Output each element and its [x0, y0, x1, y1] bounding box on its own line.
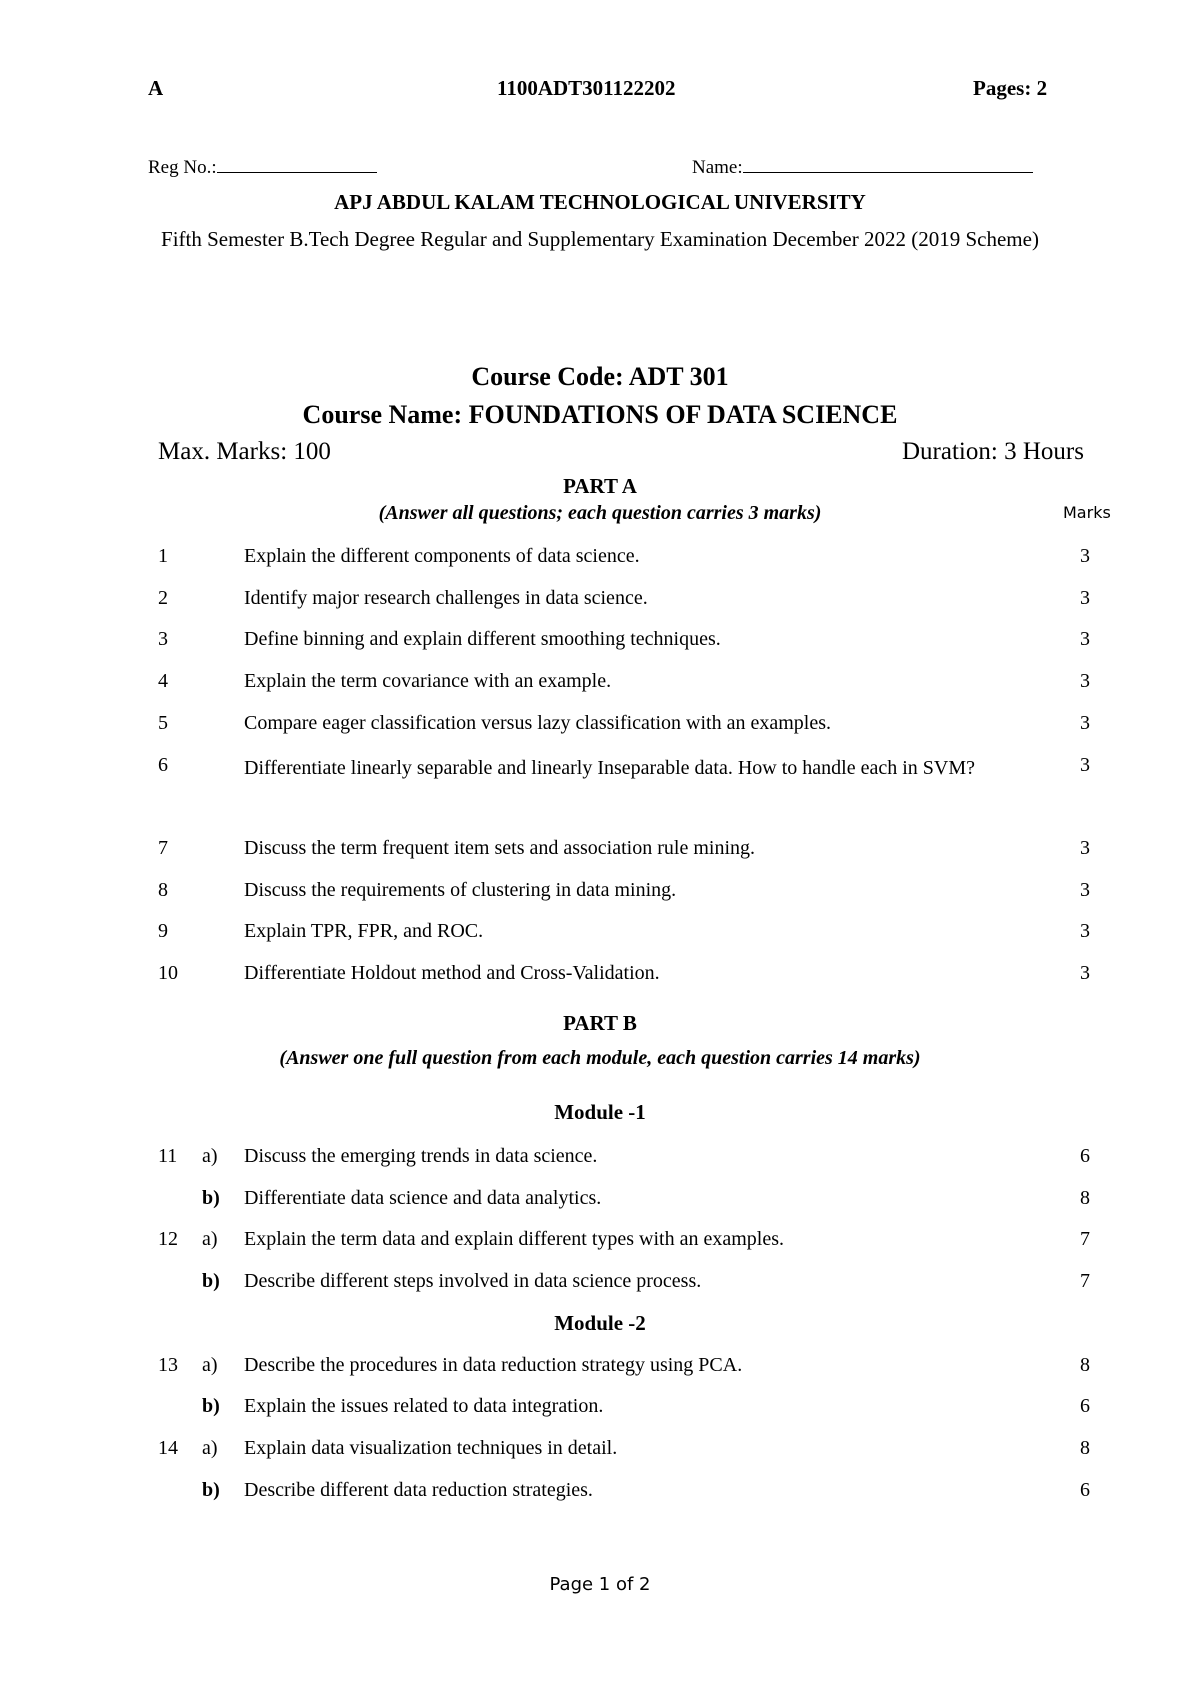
question-number: 2 — [158, 587, 168, 609]
duration: Duration: 3 Hours — [902, 438, 1084, 465]
question-marks: 7 — [1080, 1270, 1090, 1292]
reg-no-blank — [217, 154, 377, 173]
question-row — [0, 545, 1200, 585]
question-marks: 3 — [1080, 879, 1090, 901]
page-count: Pages: 2 — [973, 76, 1048, 100]
question-paper-set: A — [148, 76, 164, 100]
question-number: 13 — [158, 1354, 178, 1376]
question-row — [0, 1228, 1200, 1268]
question-text: Explain the term covariance with an example. — [244, 670, 612, 692]
question-row — [0, 1395, 1200, 1435]
sub-question-label: a) — [202, 1354, 218, 1376]
question-marks: 3 — [1080, 587, 1090, 609]
question-text: Explain data visualization techniques in detail. — [244, 1437, 618, 1459]
sub-question-label: a) — [202, 1228, 218, 1250]
question-text: Explain the issues related to data integration. — [244, 1395, 604, 1417]
question-text: Differentiate Holdout method and Cross-Validation. — [244, 962, 660, 984]
question-number: 14 — [158, 1437, 178, 1459]
question-marks: 3 — [1080, 920, 1090, 942]
question-text: Differentiate linearly separable and linearly Inseparable data. How to handle each in SVM? — [244, 757, 975, 779]
question-row — [0, 837, 1200, 877]
question-number: 7 — [158, 837, 168, 859]
question-marks: 3 — [1080, 670, 1090, 692]
question-number: 8 — [158, 879, 168, 901]
page-footer: Page 1 of 2 — [549, 1574, 651, 1595]
question-row — [0, 920, 1200, 960]
exam-title: Fifth Semester B.Tech Degree Regular and Supplementary Examination December 2022 (2019 Scheme) — [161, 227, 1039, 251]
question-marks: 3 — [1080, 712, 1090, 734]
sub-question-label: b) — [202, 1270, 220, 1292]
question-marks: 3 — [1080, 754, 1090, 776]
question-number: 12 — [158, 1228, 178, 1250]
question-row — [0, 712, 1200, 752]
question-row — [0, 670, 1200, 710]
question-row — [0, 587, 1200, 627]
part-a-title: PART A — [563, 474, 637, 498]
module-1-title: Module -1 — [554, 1100, 646, 1124]
paper-code: 1100ADT301122202 — [497, 76, 676, 100]
question-number: 1 — [158, 545, 168, 567]
question-row — [0, 1270, 1200, 1310]
question-number: 3 — [158, 628, 168, 650]
question-row — [0, 628, 1200, 668]
question-marks: 3 — [1080, 962, 1090, 984]
question-number: 5 — [158, 712, 168, 734]
course-code: Course Code: ADT 301 — [471, 362, 729, 391]
marks-column-header: Marks — [1063, 503, 1111, 522]
question-row — [0, 1437, 1200, 1477]
part-b-title: PART B — [563, 1011, 637, 1035]
question-text: Identify major research challenges in data science. — [244, 587, 648, 609]
part-b-instruction: (Answer one full question from each module, each question carries 14 marks) — [279, 1047, 921, 1069]
name-label: Name: — [692, 157, 743, 178]
question-marks: 6 — [1080, 1145, 1090, 1167]
question-row — [0, 1479, 1200, 1519]
question-marks: 3 — [1080, 628, 1090, 650]
question-row — [0, 1145, 1200, 1185]
course-name: Course Name: FOUNDATIONS OF DATA SCIENCE — [302, 400, 898, 429]
question-row — [0, 747, 1200, 831]
question-marks: 3 — [1080, 545, 1090, 567]
question-marks: 3 — [1080, 837, 1090, 859]
name-blank — [743, 154, 1033, 173]
question-row — [0, 1187, 1200, 1227]
question-marks: 8 — [1080, 1437, 1090, 1459]
question-text: Discuss the emerging trends in data science. — [244, 1145, 598, 1167]
question-text: Compare eager classification versus lazy classification with an examples. — [244, 712, 832, 734]
reg-no-field — [148, 154, 377, 179]
question-marks: 8 — [1080, 1354, 1090, 1376]
question-text: Describe different data reduction strategies. — [244, 1479, 593, 1501]
question-number: 10 — [158, 962, 178, 984]
question-row — [0, 1354, 1200, 1394]
question-text: Differentiate data science and data analytics. — [244, 1187, 602, 1209]
question-marks: 8 — [1080, 1187, 1090, 1209]
module-2-title: Module -2 — [554, 1311, 646, 1335]
question-number: 4 — [158, 670, 168, 692]
reg-no-label: Reg No.: — [148, 157, 217, 178]
question-row — [0, 879, 1200, 919]
question-text: Define binning and explain different smoothing techniques. — [244, 628, 721, 650]
question-text: Explain the different components of data science. — [244, 545, 640, 567]
sub-question-label: b) — [202, 1395, 220, 1417]
part-a-instruction: (Answer all questions; each question carries 3 marks) — [378, 502, 822, 524]
question-marks: 6 — [1080, 1479, 1090, 1501]
sub-question-label: b) — [202, 1479, 220, 1501]
question-text: Discuss the term frequent item sets and association rule mining. — [244, 837, 755, 859]
sub-question-label: a) — [202, 1437, 218, 1459]
question-text: Describe different steps involved in data science process. — [244, 1270, 702, 1292]
university-name: APJ ABDUL KALAM TECHNOLOGICAL UNIVERSITY — [334, 190, 866, 214]
question-number: 11 — [158, 1145, 178, 1167]
question-row — [0, 962, 1200, 1002]
question-text: Explain the term data and explain different types with an examples. — [244, 1228, 785, 1250]
question-marks: 6 — [1080, 1395, 1090, 1417]
question-number: 9 — [158, 920, 168, 942]
question-marks: 7 — [1080, 1228, 1090, 1250]
question-text: Explain TPR, FPR, and ROC. — [244, 920, 484, 942]
sub-question-label: a) — [202, 1145, 218, 1167]
question-number: 6 — [158, 754, 168, 776]
question-text: Discuss the requirements of clustering in data mining. — [244, 879, 677, 901]
question-text: Describe the procedures in data reduction strategy using PCA. — [244, 1354, 743, 1376]
name-field — [692, 154, 1033, 179]
sub-question-label: b) — [202, 1187, 220, 1209]
max-marks: Max. Marks: 100 — [158, 438, 331, 465]
